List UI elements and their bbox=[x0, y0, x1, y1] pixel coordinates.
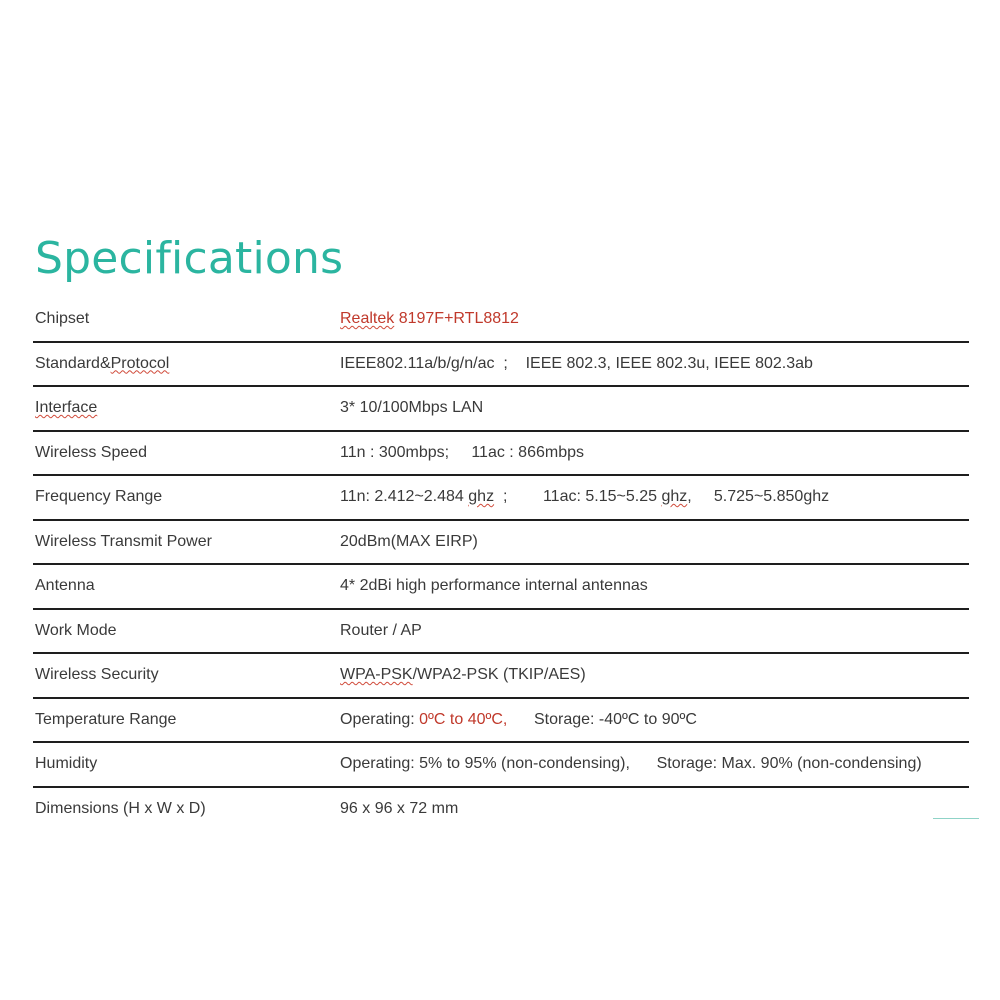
spec-label: Wireless Speed bbox=[35, 443, 148, 461]
spec-row-standard-protocol bbox=[33, 343, 969, 388]
spec-value bbox=[340, 620, 422, 642]
spec-label-part: Protocol bbox=[110, 354, 170, 372]
spec-row-wireless-speed bbox=[33, 432, 969, 477]
spec-row-dimensions bbox=[33, 788, 969, 833]
spec-value-text: IEEE802.11a/b/g/n/ac ; IEEE 802.3, IEEE 802.3u, IEEE 802.3ab bbox=[340, 354, 813, 372]
spec-label: Frequency Range bbox=[35, 488, 163, 505]
spec-label: Humidity bbox=[35, 755, 98, 772]
spec-value-part: ghz bbox=[661, 488, 688, 505]
spec-row-chipset bbox=[33, 298, 969, 343]
spec-label bbox=[35, 397, 97, 419]
spec-value-part: Storage: -40ºC to 90ºC bbox=[507, 710, 697, 728]
spec-row-antenna bbox=[33, 565, 969, 610]
spec-label: Wireless Security bbox=[35, 666, 159, 683]
spec-value bbox=[340, 308, 519, 330]
spec-value bbox=[340, 353, 813, 375]
spec-table bbox=[33, 298, 969, 832]
spec-label: Chipset bbox=[35, 310, 90, 327]
spec-label-text: Interface bbox=[35, 399, 98, 416]
spec-value-part: Operating: bbox=[340, 710, 420, 728]
spec-value bbox=[340, 486, 829, 508]
spec-value bbox=[340, 664, 586, 686]
spec-label: Work Mode bbox=[35, 621, 117, 639]
spec-row-transmit-power bbox=[33, 521, 969, 566]
spec-value-text: Router / AP bbox=[340, 621, 422, 639]
spec-value-text: 3* 10/100Mbps LAN bbox=[340, 399, 484, 416]
spec-value bbox=[340, 442, 584, 464]
spec-row-wireless-security bbox=[33, 654, 969, 699]
spec-value bbox=[340, 531, 478, 553]
spec-label-part: Standard& bbox=[35, 354, 111, 372]
spec-row-work-mode bbox=[33, 610, 969, 655]
spec-value-text: 4* 2dBi high performance internal antennas bbox=[340, 577, 648, 594]
spec-row-frequency-range bbox=[33, 476, 969, 521]
spec-value-part: ; 11ac: 5.15~5.25 bbox=[494, 488, 662, 505]
spec-label: Dimensions (H x W x D) bbox=[35, 799, 206, 817]
spec-value-text: 96 x 96 x 72 mm bbox=[340, 799, 459, 817]
spec-value-part: 11n: 2.412~2.484 bbox=[340, 488, 469, 505]
spec-label: Temperature Range bbox=[35, 710, 177, 728]
spec-value bbox=[340, 575, 648, 597]
spec-value-model: 8197F+RTL8812 bbox=[394, 310, 519, 327]
spec-label bbox=[35, 353, 169, 375]
spec-row-temperature-range bbox=[33, 699, 969, 744]
spec-value-part: , 5.725~5.850ghz bbox=[687, 488, 830, 505]
spec-value-highlight: 0ºC to 40ºC, bbox=[419, 710, 508, 728]
spec-label: Antenna bbox=[35, 577, 95, 594]
spec-value-part: WPA-PSK bbox=[340, 666, 413, 683]
spec-value-text: 20dBm(MAX EIRP) bbox=[340, 532, 478, 550]
spec-row-interface bbox=[33, 387, 969, 432]
page-title: Specifications bbox=[35, 233, 344, 284]
spec-row-humidity bbox=[33, 743, 969, 788]
spec-value-part: ghz bbox=[468, 488, 495, 505]
spec-label: Wireless Transmit Power bbox=[35, 532, 212, 550]
spec-value bbox=[340, 798, 458, 820]
spec-value-text: Operating: 5% to 95% (non-condensing), Storage: Max. 90% (non-condensing) bbox=[340, 755, 922, 772]
spec-value-text: 11n : 300mbps; 11ac : 866mbps bbox=[340, 443, 584, 461]
spec-value bbox=[340, 709, 697, 731]
spec-value bbox=[340, 753, 922, 775]
accent-divider bbox=[933, 818, 979, 819]
spec-value-part: /WPA2-PSK (TKIP/AES) bbox=[412, 666, 586, 683]
spec-value bbox=[340, 397, 483, 419]
spec-value-brand: Realtek bbox=[340, 310, 395, 327]
